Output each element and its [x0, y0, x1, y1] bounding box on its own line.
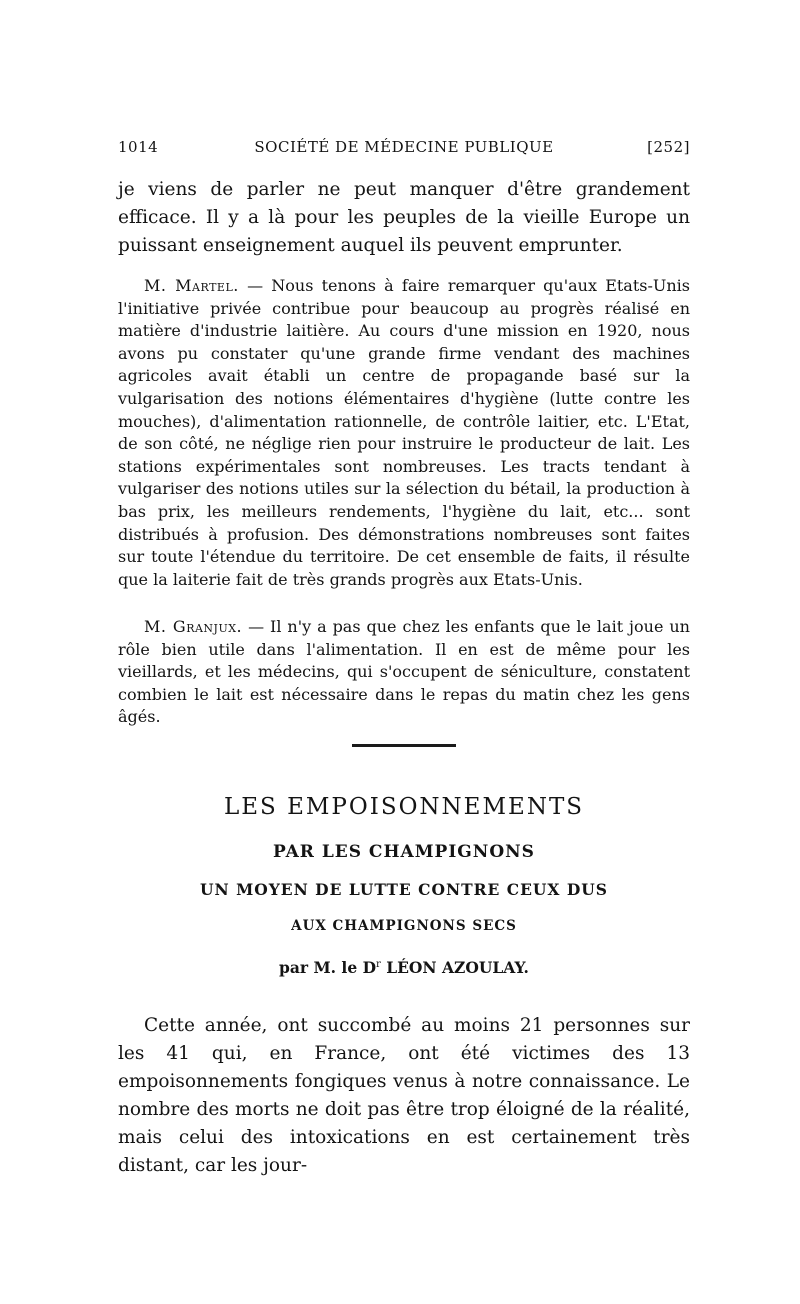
bracket-page-number: [252] [647, 138, 690, 156]
article-subtitle-2: UN MOYEN DE LUTTE CONTRE CEUX DUS [199, 880, 608, 899]
granjux-paragraph [118, 616, 690, 729]
article-title: LES EMPOISONNEMENTS [223, 794, 585, 820]
running-title: SOCIÉTÉ DE MÉDECINE PUBLIQUE [254, 138, 554, 156]
martel-text: — Nous tenons à faire remarquer qu'aux Etats-Unis l'initiative privée contribue pour beaucoup au progrès réalisé en matière d'industrie laitière. Au cours d'une mission en 1920, nous avons pu constater qu'une grande firme vendant des machines agricoles avait établi un centre de propagande basé sur la vulgarisation des notions élémentaires d'hygiène (lutte contre les mouches), d'alimentation rationnelle, de contrôle laitier, etc. L'Etat, de son côté, ne néglige rien pour instruire le producteur de lait. Les stations expérimentales sont nombreuses. Les tracts tendant à vulgariser des notions utiles sur la sélection du bétail, la production à bas prix, les meilleurs rendements, l'hygiène du lait, etc... sont distribués à profusion. Des démonstrations nombreuses sont faites sur toute l'étendue du territoire. De cet ensemble de faits, il résulte que la laiterie fait de très grands progrès aux Etats-Unis. [118, 276, 691, 589]
intro-paragraph: je viens de parler ne peut manquer d'être grandement efficace. Il y a là pour les peuples de la vieille Europe un puissant enseignement auquel ils peuvent emprunter. [118, 179, 690, 256]
article-body: Cette année, ont succombé au moins 21 personnes sur les 41 qui, en France, ont été victimes des 13 empoisonnements fongiques venus à notre connaissance. Le nombre des morts ne doit pas être trop éloigné de la réalité, mais celui des intoxications en est certainement très distant, car les jour- [118, 1015, 690, 1176]
speaker-martel: M. Martel. [144, 276, 239, 295]
martel-paragraph [118, 275, 690, 591]
page-number: 1014 [118, 138, 159, 156]
granjux-text: — Il n'y a pas que chez les enfants que le lait joue un rôle bien utile dans l'alimentation. Il en est de même pour les vieillards, et les médecins, qui s'occupent de séniculture, constatent combien le lait est nécessaire dans le repas du matin chez les gens âgés. [118, 617, 690, 727]
author-name: LÉON AZOULAY. [380, 958, 529, 977]
article-author [118, 958, 690, 977]
speaker-granjux: M. Granjux. [144, 617, 243, 636]
section-divider [352, 744, 456, 747]
author-sup: r [376, 958, 381, 970]
article-subtitle-3: AUX CHAMPIGNONS SECS [291, 918, 517, 934]
author-prefix: par M. le D [279, 958, 377, 977]
running-header [118, 138, 690, 162]
article-subtitle-1: PAR LES CHAMPIGNONS [273, 842, 535, 862]
